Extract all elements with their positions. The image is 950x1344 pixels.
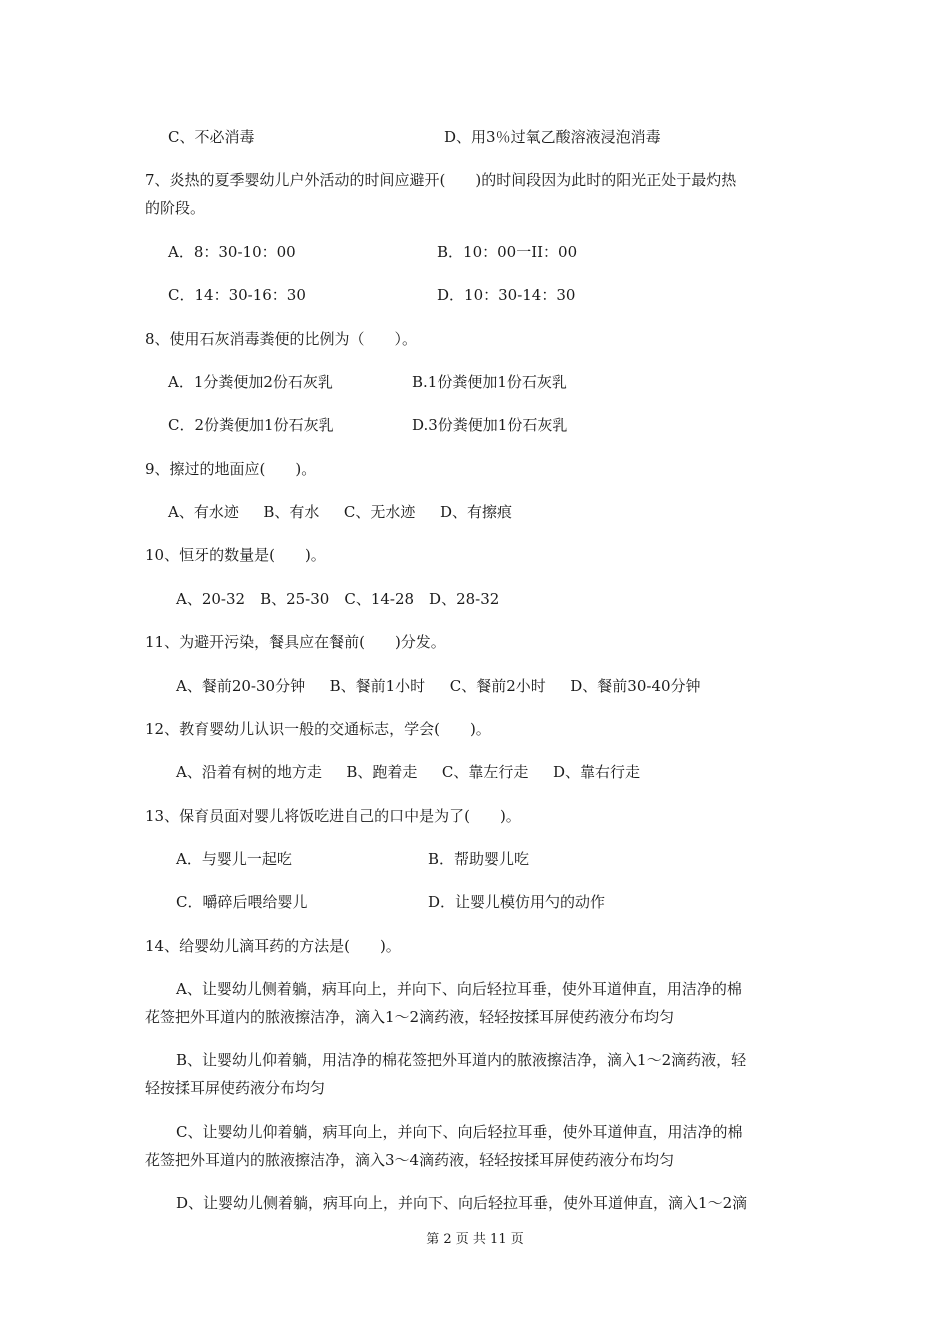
q12-options: A、沿着有树的地方走 B、跑着走 C、靠左行走 D、靠右行走: [176, 763, 640, 781]
q14-option-b-line1: B、让婴幼儿仰着躺，用洁净的棉花签把外耳道内的脓液擦洁净，滴入1～2滴药液，轻: [176, 1051, 747, 1069]
q14-option-b-line2: 轻按揉耳屏使药液分布均匀: [145, 1079, 326, 1097]
q8-option-b: B.1份粪便加1份石灰乳: [412, 373, 567, 391]
q7-option-c: C．14：30-16：30: [168, 286, 306, 304]
q6-option-c: C、不必消毒: [168, 128, 255, 146]
q13-stem: 13、保育员面对婴儿将饭吃进自己的口中是为了( )。: [145, 807, 521, 825]
q13-option-d: D．让婴儿模仿用勺的动作: [428, 893, 606, 911]
q7-option-b: B．10：00一II：00: [437, 243, 578, 261]
q6-option-d: D、用3％过氧乙酸溶液浸泡消毒: [444, 128, 661, 146]
q14-option-a-line1: A、让婴幼儿侧着躺，病耳向上，并向下、向后轻拉耳垂，使外耳道伸直，用洁净的棉: [176, 980, 742, 998]
q14-option-c-line2: 花签把外耳道内的脓液擦洁净，滴入3～4滴药液，轻轻按揉耳屏使药液分布均匀: [145, 1151, 675, 1169]
q8-option-a: A．1分粪便加2份石灰乳: [168, 373, 333, 391]
q10-stem: 10、恒牙的数量是( )。: [145, 546, 326, 564]
q9-options: A、有水迹 B、有水 C、无水迹 D、有擦痕: [168, 503, 512, 521]
q10-options: A、20-32 B、25-30 C、14-28 D、28-32: [176, 590, 500, 608]
q14-option-d-line1: D、让婴幼儿侧着躺，病耳向上，并向下、向后轻拉耳垂，使外耳道伸直，滴入1～2滴: [176, 1194, 748, 1212]
q13-option-c: C．嚼碎后喂给婴儿: [176, 893, 308, 911]
q11-stem: 11、为避开污染，餐具应在餐前( )分发。: [145, 633, 446, 651]
q12-stem: 12、教育婴幼儿认识一般的交通标志，学会( )。: [145, 720, 491, 738]
q9-stem: 9、擦过的地面应( )。: [145, 460, 317, 478]
page-footer: 第 2 页 共 11 页: [426, 1232, 524, 1247]
q14-option-c-line1: C、让婴幼儿仰着躺，病耳向上，并向下、向后轻拉耳垂，使外耳道伸直，用洁净的棉: [176, 1123, 743, 1141]
q13-option-b: B．帮助婴儿吃: [428, 850, 530, 868]
q13-option-a: A．与婴儿一起吃: [176, 850, 292, 868]
q7-option-d: D．10：30-14：30: [437, 286, 576, 304]
q8-option-d: D.3份粪便加1份石灰乳: [412, 416, 568, 434]
q8-stem: 8、使用石灰消毒粪便的比例为（ ）。: [145, 330, 418, 348]
q7-stem-line1: 7、炎热的夏季婴幼儿户外活动的时间应避开( )的时间段因为此时的阳光正处于最灼热: [145, 171, 737, 189]
q7-stem-line2: 的阶段。: [145, 199, 206, 217]
q14-stem: 14、给婴幼儿滴耳药的方法是( )。: [145, 937, 401, 955]
q8-option-c: C．2份粪便加1份石灰乳: [168, 416, 334, 434]
q14-option-a-line2: 花签把外耳道内的脓液擦洁净，滴入1～2滴药液，轻轻按揉耳屏使药液分布均匀: [145, 1008, 675, 1026]
q11-options: A、餐前20-30分钟 B、餐前1小时 C、餐前2小时 D、餐前30-40分钟: [176, 677, 701, 695]
q7-option-a: A．8：30-10：00: [168, 243, 296, 261]
